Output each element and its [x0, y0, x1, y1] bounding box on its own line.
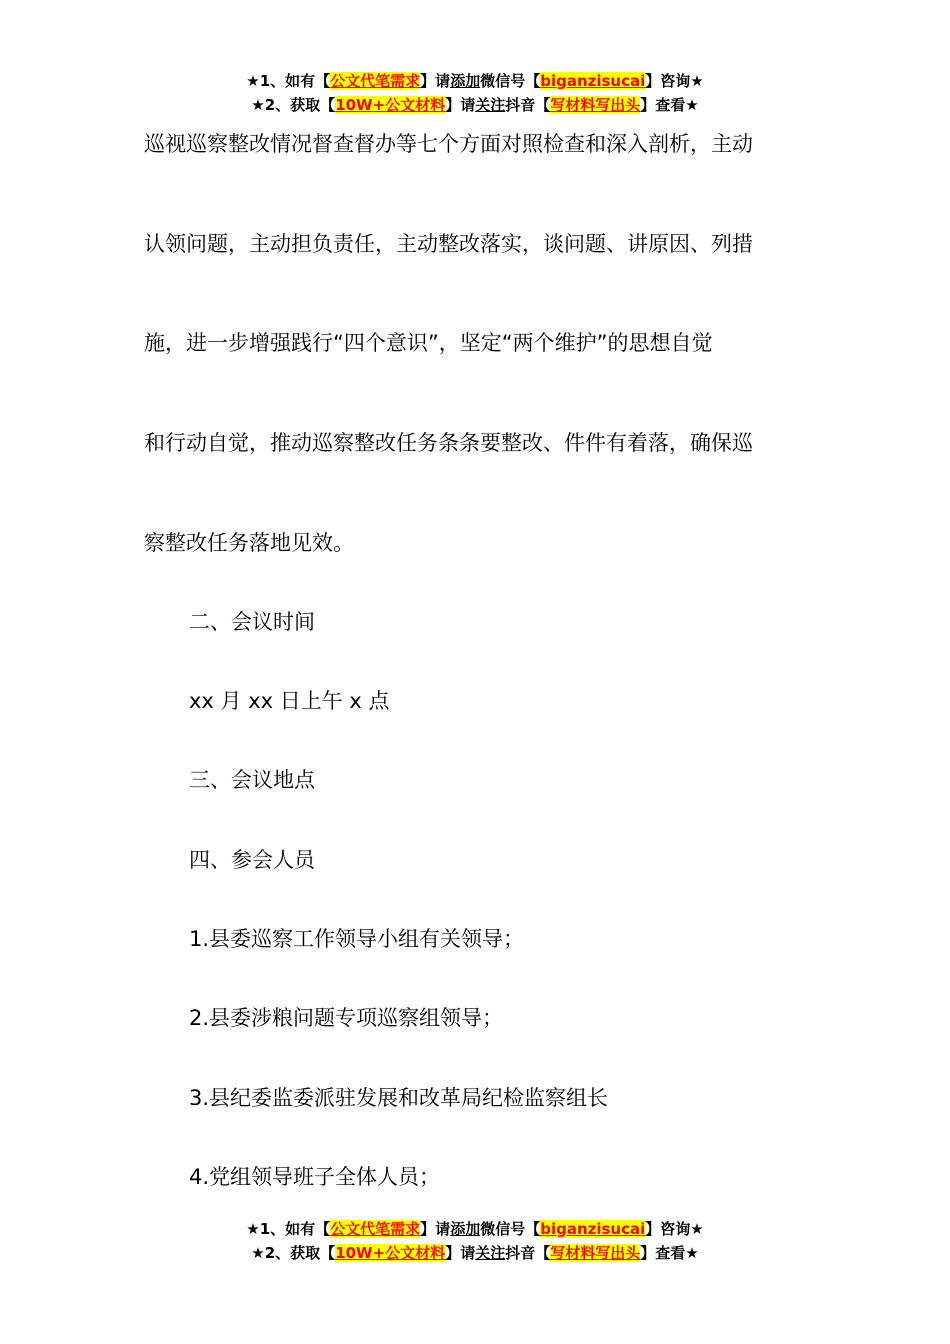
section-heading-meeting-time: 二、会议时间 — [189, 610, 315, 634]
attendee-item: 2.县委涉粮问题专项巡察组领导； — [189, 1006, 504, 1030]
section-heading-meeting-place: 三、会议地点 — [189, 768, 315, 792]
paragraph-line: 和行动自觉，推动巡察整改任务条条要整改、件件有着落，确保巡 — [144, 431, 753, 455]
service-highlight: 公文代笔需求 — [330, 1220, 421, 1238]
banner-line-2: ★2、获取【10W+公文材料】请关注抖音【写材料写出头】查看★ — [251, 1244, 699, 1262]
douyin-account-highlight: 写材料写出头 — [550, 1244, 641, 1262]
paragraph-line: 施，进一步增强践行“四个意识”，坚定“两个维护”的思想自觉 — [144, 331, 713, 355]
section-heading-attendees: 四、参会人员 — [189, 848, 315, 872]
banner-line-1: ★1、如有【公文代笔需求】请添加微信号【biganzisucai】咨询★ — [246, 72, 704, 90]
header-banner — [0, 69, 950, 117]
footer-banner — [0, 1217, 950, 1265]
attendee-item: 4.党组领导班子全体人员； — [189, 1165, 441, 1189]
service-highlight: 公文代笔需求 — [330, 72, 421, 90]
paragraph-line: 认领问题，主动担负责任，主动整改落实，谈问题、讲原因、列措 — [144, 232, 753, 256]
meeting-time-value: xx 月 xx 日上午 x 点 — [189, 689, 390, 713]
wechat-id-highlight: biganzisucai — [540, 72, 646, 90]
attendee-item: 3.县纪委监委派驻发展和改革局纪检监察组长 — [189, 1086, 609, 1110]
banner-line-2: ★2、获取【10W+公文材料】请关注抖音【写材料写出头】查看★ — [251, 96, 699, 114]
materials-highlight: 10W+公文材料 — [335, 96, 446, 114]
materials-highlight: 10W+公文材料 — [335, 1244, 446, 1262]
wechat-id-highlight: biganzisucai — [540, 1220, 646, 1238]
attendee-item: 1.县委巡察工作领导小组有关领导； — [189, 927, 525, 951]
banner-line-1: ★1、如有【公文代笔需求】请添加微信号【biganzisucai】咨询★ — [246, 1220, 704, 1238]
paragraph-line: 察整改任务落地见效。 — [144, 531, 354, 555]
douyin-account-highlight: 写材料写出头 — [550, 96, 641, 114]
paragraph-line: 巡视巡察整改情况督查督办等七个方面对照检查和深入剖析，主动 — [144, 132, 753, 156]
